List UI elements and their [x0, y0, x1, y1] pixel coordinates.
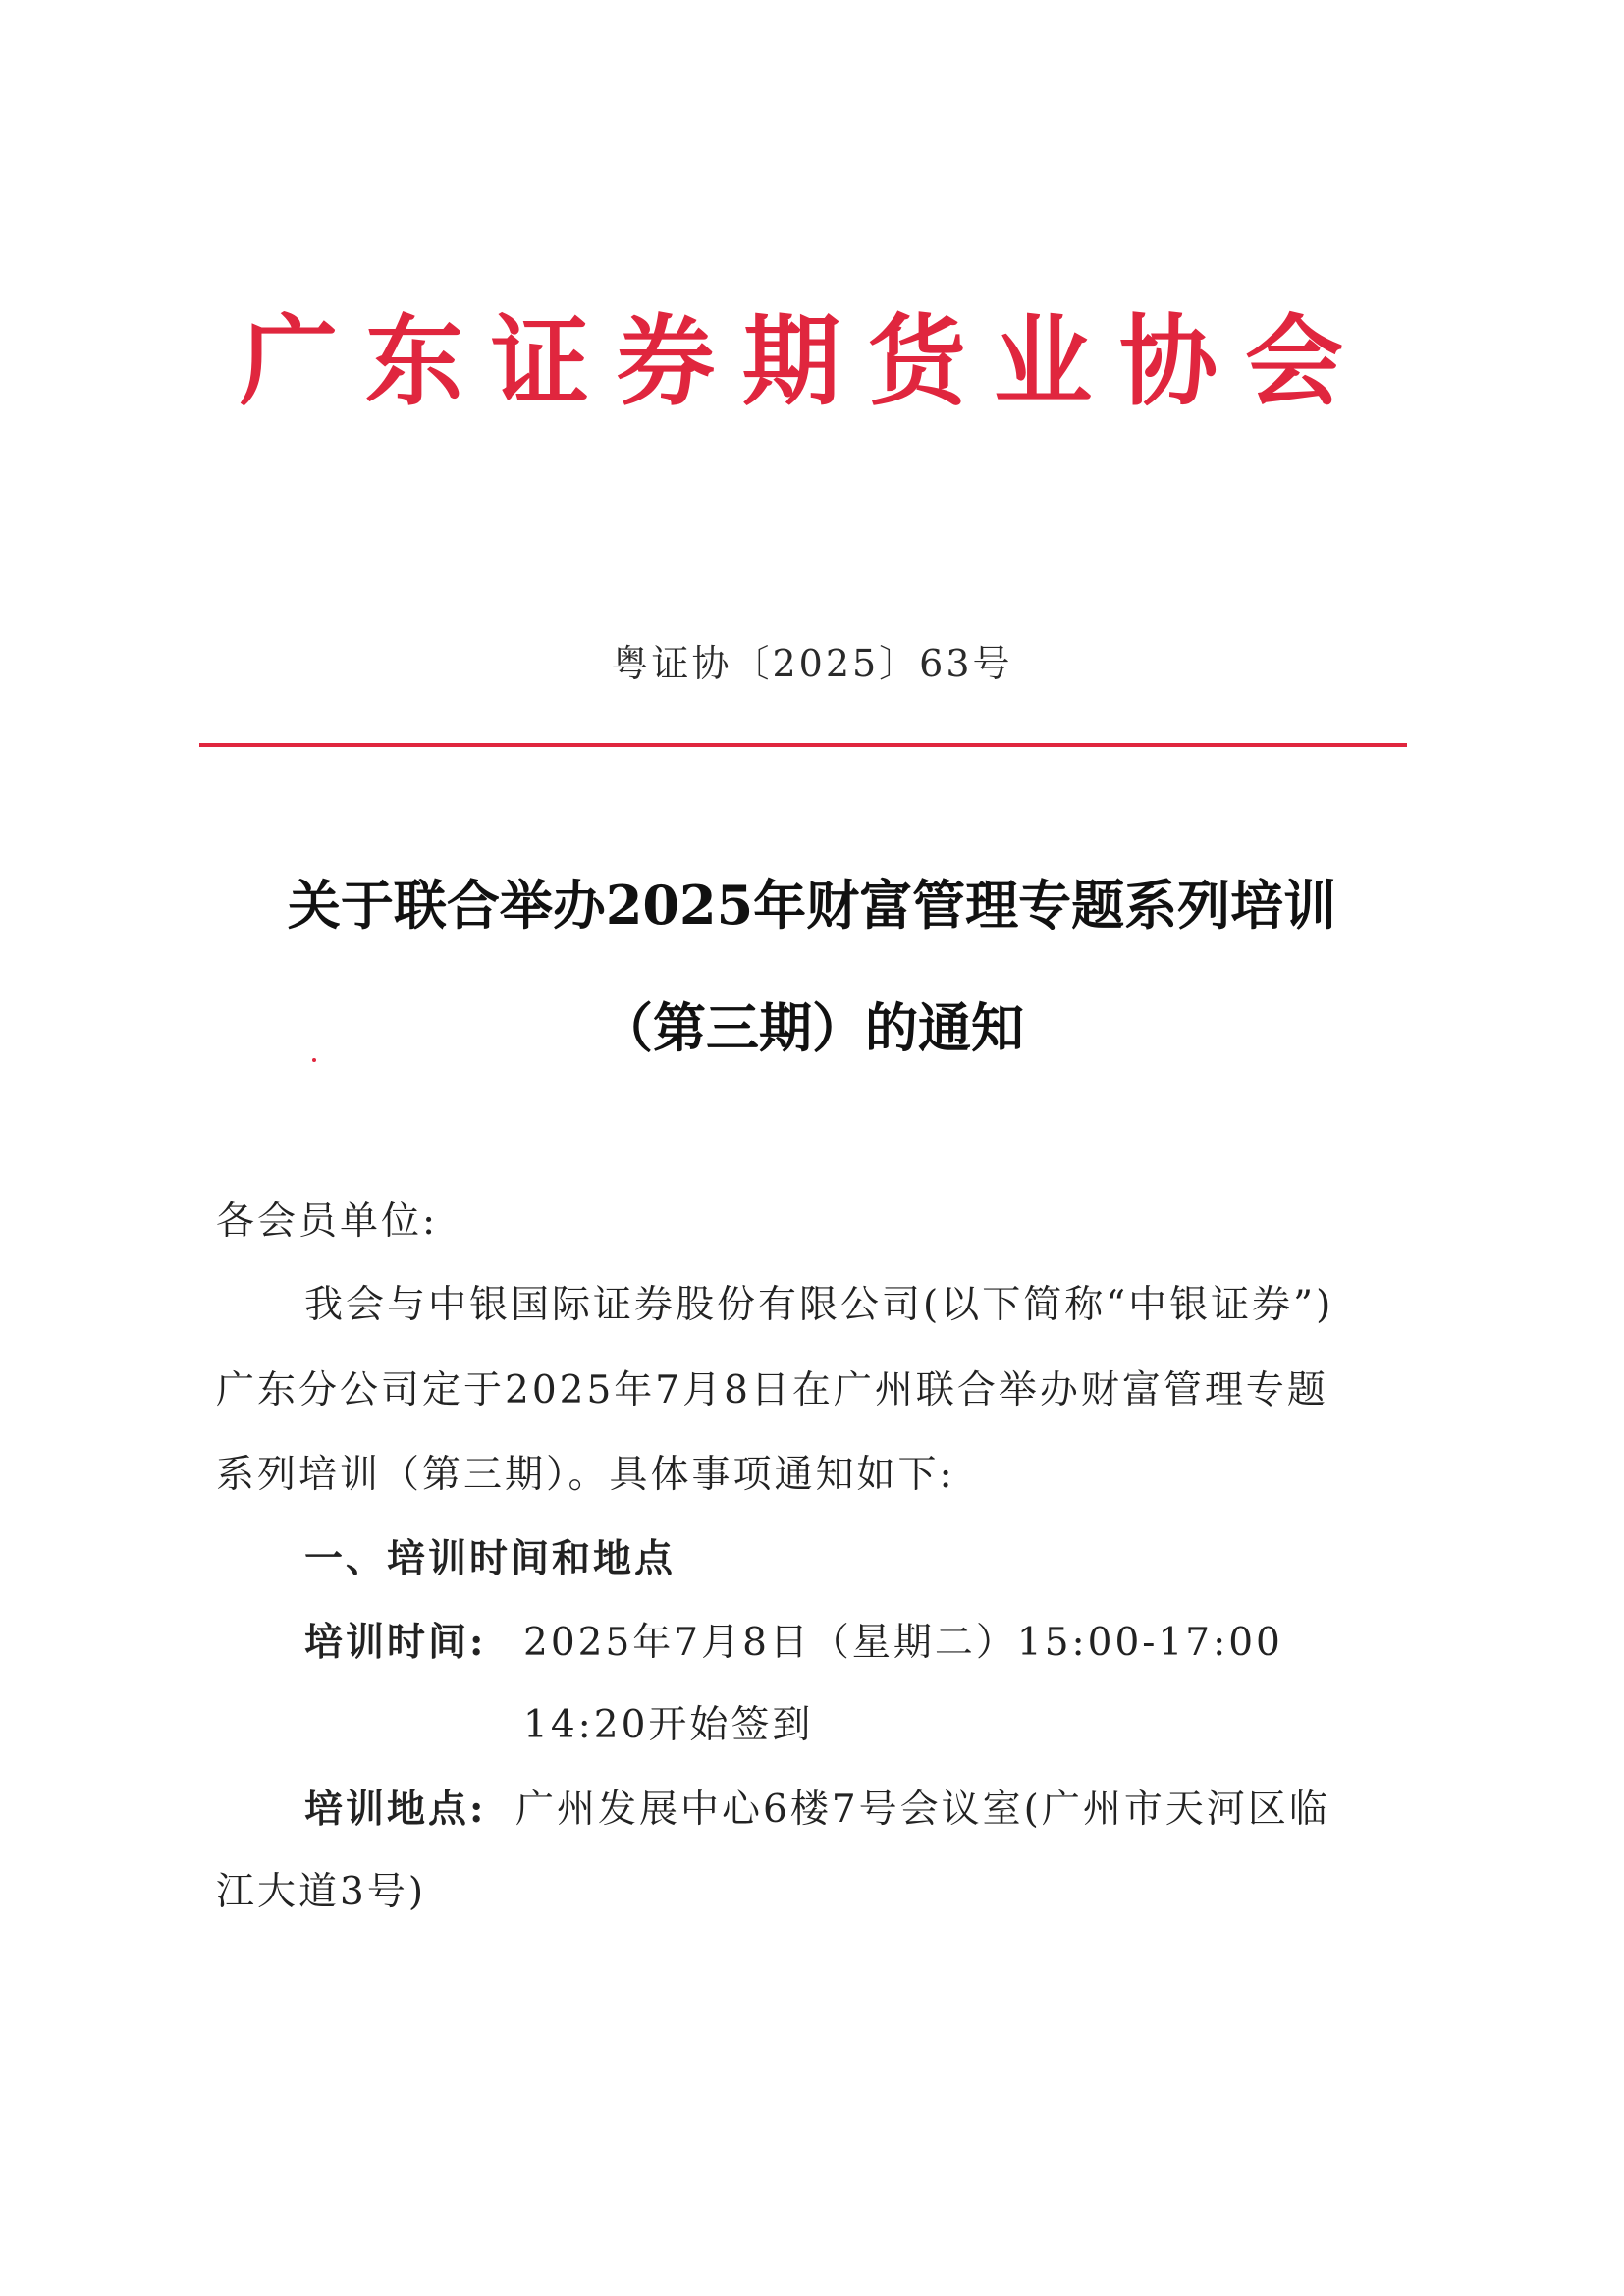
training-location-value-line2: 江大道3号) [216, 1870, 427, 1914]
intro-paragraph-line2: 广东分公司定于2025年7月8日在广州联合举办财富管理专题 [216, 1368, 1328, 1413]
salutation: 各会员单位: [216, 1200, 439, 1244]
red-divider-line [199, 743, 1407, 747]
training-time-value: 2025年7月8日（星期二）15:00-17:00 [523, 1621, 1283, 1665]
notice-title-line2: （第三期）的通知 [600, 996, 1024, 1059]
section-heading-time-location: 一、培训时间和地点 [304, 1536, 677, 1581]
document-number: 粤证协〔2025〕63号 [611, 642, 1013, 685]
intro-paragraph-line1: 我会与中银国际证券股份有限公司(以下简称“中银证券”) [304, 1283, 1334, 1327]
training-location-label: 培训地点: [304, 1787, 487, 1832]
signin-time-value: 14:20开始签到 [523, 1703, 814, 1747]
notice-title-line1: 关于联合举办2025年财富管理专题系列培训 [287, 874, 1337, 936]
training-location-value-line1: 广州发展中心6楼7号会议室(广州市天河区临 [515, 1788, 1330, 1832]
red-ink-dot [312, 1058, 316, 1062]
training-time-label: 培训时间: [304, 1620, 487, 1665]
intro-paragraph-line3: 系列培训（第三期）。具体事项通知如下: [216, 1453, 955, 1497]
organization-header: 广东证券期货业协会 [240, 303, 1371, 419]
